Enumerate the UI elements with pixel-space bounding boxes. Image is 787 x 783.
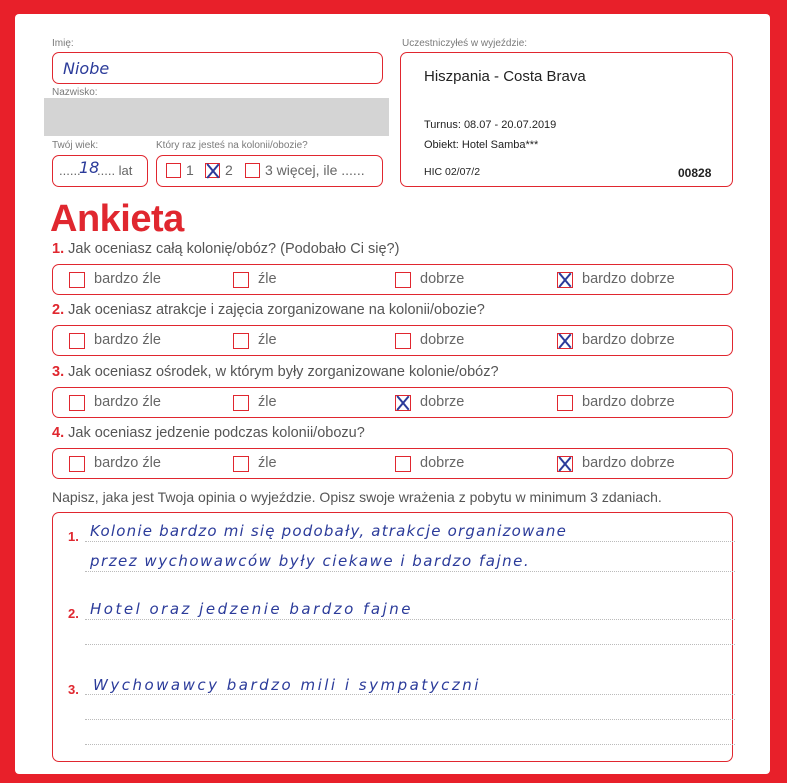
age-value: 18: [79, 158, 100, 177]
q2-option-bardzo-dobrze: bardzo dobrze: [582, 332, 675, 348]
question-3: [52, 364, 499, 380]
question-3-number: 3.: [52, 364, 65, 380]
writing-line: [85, 744, 735, 745]
question-3-text: Jak oceniasz ośrodek, w którym były zorganizowane kolonie/obóz?: [68, 364, 499, 380]
visit-option-1: 1: [186, 162, 194, 178]
q3-option-dobrze: dobrze: [420, 394, 465, 410]
name-field[interactable]: [52, 52, 383, 84]
q1-checkbox-bardzo-dobrze[interactable]: [557, 272, 573, 288]
answer-1-line-2: przez wychowawców były ciekawe i bardzo fajne.: [90, 552, 531, 570]
q2-option-zle: źle: [258, 332, 277, 348]
question-4-text: Jak oceniasz jedzenie podczas kolonii/obozu?: [68, 425, 365, 441]
trip-destination: Hiszpania - Costa Brava: [424, 68, 586, 85]
trip-number: 00828: [678, 166, 712, 180]
name-label: Imię:: [52, 38, 74, 49]
writing-line: [85, 719, 735, 720]
surname-label: Nazwisko:: [52, 87, 98, 98]
writing-line: [85, 571, 735, 572]
q1-option-dobrze: dobrze: [420, 271, 465, 287]
visit-checkbox-1[interactable]: [166, 163, 181, 178]
question-2-options: [52, 325, 733, 356]
q2-checkbox-dobrze[interactable]: [395, 333, 411, 349]
question-2: [52, 302, 485, 318]
question-1: [52, 241, 399, 257]
question-4-number: 4.: [52, 425, 65, 441]
q2-checkbox-zle[interactable]: [233, 333, 249, 349]
trip-info-box: [400, 52, 733, 187]
writing-line: [85, 644, 735, 645]
q2-option-bardzo-zle: bardzo źle: [94, 332, 161, 348]
answer-3-number: 3.: [68, 682, 79, 697]
trip-turnus: Turnus: 08.07 - 20.07.2019: [424, 119, 557, 131]
q1-checkbox-bardzo-zle[interactable]: [69, 272, 85, 288]
trip-obiekt: Obiekt: Hotel Samba***: [424, 139, 539, 151]
q4-option-dobrze: dobrze: [420, 455, 465, 471]
answer-1-line-1: Kolonie bardzo mi się podobały, atrakcje organizowane: [90, 522, 568, 540]
q4-checkbox-bardzo-dobrze[interactable]: [557, 456, 573, 472]
q3-checkbox-bardzo-dobrze[interactable]: [557, 395, 573, 411]
visit-field: [156, 155, 383, 187]
question-1-number: 1.: [52, 241, 65, 257]
question-4: [52, 425, 365, 441]
q4-checkbox-dobrze[interactable]: [395, 456, 411, 472]
q3-option-zle: źle: [258, 394, 277, 410]
answer-2-number: 2.: [68, 606, 79, 621]
question-1-options: [52, 264, 733, 295]
visit-option-2: 2: [225, 162, 233, 178]
question-1-text: Jak oceniasz całą kolonię/obóz? (Podobało Ci się?): [68, 241, 400, 257]
q3-option-bardzo-zle: bardzo źle: [94, 394, 161, 410]
answer-1-number: 1.: [68, 529, 79, 544]
q4-checkbox-bardzo-zle[interactable]: [69, 456, 85, 472]
question-2-number: 2.: [52, 302, 65, 318]
question-3-options: [52, 387, 733, 418]
q1-option-bardzo-dobrze: bardzo dobrze: [582, 271, 675, 287]
age-suffix: ..... lat: [97, 163, 133, 178]
name-value: Niobe: [63, 59, 110, 78]
q4-option-zle: źle: [258, 455, 277, 471]
q4-option-bardzo-zle: bardzo źle: [94, 455, 161, 471]
q2-checkbox-bardzo-zle[interactable]: [69, 333, 85, 349]
answer-2-line-1: Hotel oraz jedzenie bardzo fajne: [90, 600, 413, 618]
q1-checkbox-zle[interactable]: [233, 272, 249, 288]
q4-option-bardzo-dobrze: bardzo dobrze: [582, 455, 675, 471]
q3-checkbox-bardzo-zle[interactable]: [69, 395, 85, 411]
trip-label: Uczestniczyłeś w wyjeździe:: [402, 38, 528, 49]
trip-code: HIC 02/07/2: [424, 166, 481, 178]
survey-form-page: [15, 14, 770, 774]
answer-3-line-1: Wychowawcy bardzo mili i sympatyczni: [93, 676, 481, 694]
opinion-box[interactable]: [52, 512, 733, 762]
q1-checkbox-dobrze[interactable]: [395, 272, 411, 288]
visit-label: Który raz jesteś na kolonii/obozie?: [156, 140, 308, 151]
visit-checkbox-2[interactable]: [205, 163, 220, 178]
q3-checkbox-dobrze[interactable]: [395, 395, 411, 411]
age-label: Twój wiek:: [52, 140, 99, 151]
q4-checkbox-zle[interactable]: [233, 456, 249, 472]
visit-option-3: 3 więcej, ile ......: [265, 162, 365, 178]
question-4-options: [52, 448, 733, 479]
q2-checkbox-bardzo-dobrze[interactable]: [557, 333, 573, 349]
q3-option-bardzo-dobrze: bardzo dobrze: [582, 394, 675, 410]
q2-option-dobrze: dobrze: [420, 332, 465, 348]
age-prefix: ......: [59, 163, 81, 178]
question-2-text: Jak oceniasz atrakcje i zajęcia zorganizowane na kolonii/obozie?: [68, 302, 485, 318]
survey-title: Ankieta: [50, 198, 184, 240]
visit-checkbox-3[interactable]: [245, 163, 260, 178]
q1-option-bardzo-zle: bardzo źle: [94, 271, 161, 287]
q3-checkbox-zle[interactable]: [233, 395, 249, 411]
opinion-prompt: Napisz, jaka jest Twoja opinia o wyjeździe. Opisz swoje wrażenia z pobytu w minimum 3 zdaniach.: [52, 489, 662, 505]
q1-option-zle: źle: [258, 271, 277, 287]
writing-line: [85, 694, 735, 695]
surname-redacted: [44, 98, 389, 136]
writing-line: [85, 619, 735, 620]
writing-line: [85, 541, 735, 542]
age-field[interactable]: [52, 155, 148, 187]
